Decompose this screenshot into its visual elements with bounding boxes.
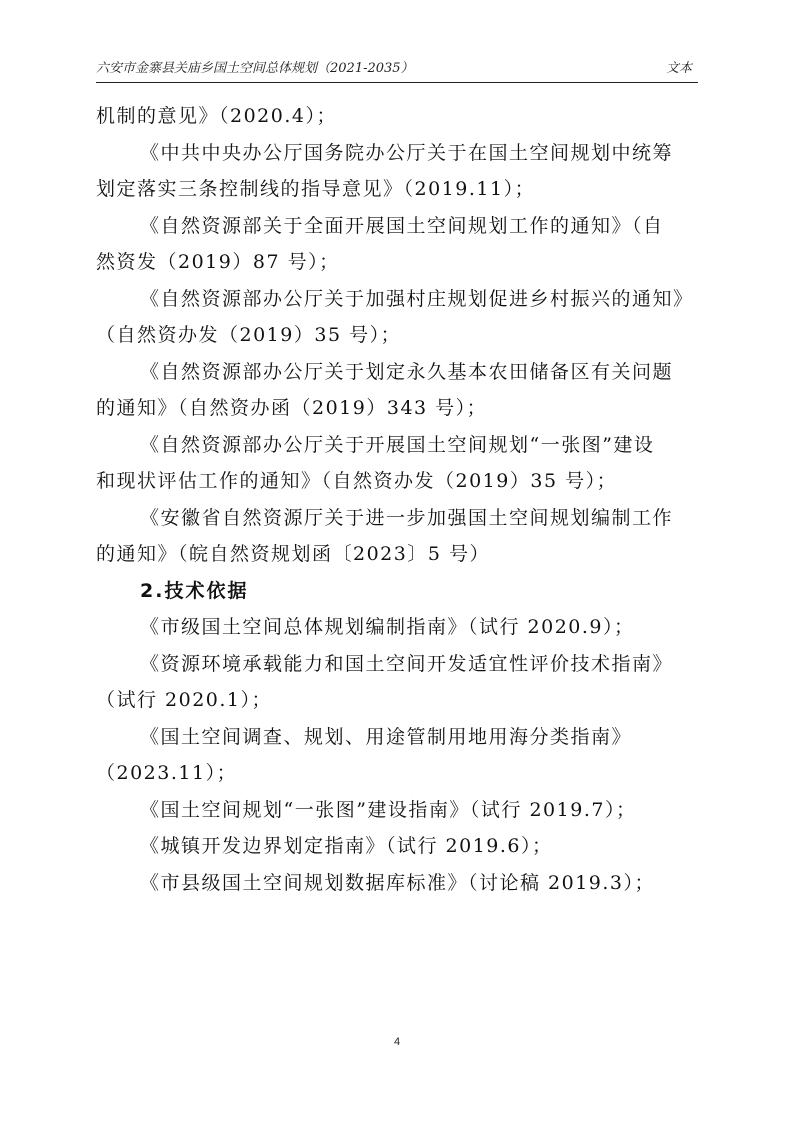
- text-line: 《自然资源部关于全面开展国土空间规划工作的通知》（自: [140, 214, 664, 237]
- document-body: [96, 98, 698, 901]
- text-line: 然资发（2019）87 号）；: [96, 251, 340, 273]
- text-line: 《安徽省自然资源厅关于进一步加强国土空间规划编制工作: [140, 506, 674, 529]
- page-header: [96, 60, 698, 83]
- text-line: 《城镇开发边界划定指南》（试行 2019.6）；: [140, 835, 553, 857]
- text-line: 《国土空间规划“一张图”建设指南》（试行 2019.7）；: [140, 798, 637, 821]
- text-line: 《市县级国土空间规划数据库标准》（讨论稿 2019.3）；: [140, 871, 656, 894]
- text-line: 的通知》（自然资办函（2019）343 号）；: [96, 397, 488, 419]
- section-heading: 2.技术依据: [140, 579, 249, 602]
- text-line: 和现状评估工作的通知》（自然资办发（2019）35 号）；: [96, 470, 618, 492]
- text-line: （2023.11）；: [96, 762, 238, 784]
- text-line: 《中共中央办公厅国务院办公厅关于在国土空间规划中统筹: [140, 141, 674, 164]
- text-line: 机制的意见》（2020.4）；: [96, 105, 337, 127]
- header-title: 六安市金寨县关庙乡国土空间总体规划（2021-2035）: [96, 61, 414, 76]
- text-line: （试行 2020.1）；: [96, 689, 273, 711]
- text-line: 《市级国土空间总体规划编制指南》（试行 2020.9）；: [140, 616, 635, 638]
- text-line: （自然资办发（2019）35 号）；: [96, 324, 402, 346]
- text-line: 划定落实三条控制线的指导意见》（2019.11）；: [96, 178, 536, 200]
- text-line: 《自然资源部办公厅关于开展国土空间规划“一张图”建设: [140, 433, 655, 456]
- header-doc-type: 文本: [665, 61, 692, 76]
- text-line: 《资源环境承载能力和国土空间开发适宜性评价技术指南》: [140, 652, 674, 675]
- text-line: 的通知》（皖自然资规划函〔2023〕5 号）: [96, 543, 490, 565]
- text-line: 《自然资源部办公厅关于加强村庄规划促进乡村振兴的通知》: [140, 287, 694, 310]
- text-line: 《自然资源部办公厅关于划定永久基本农田储备区有关问题: [140, 360, 674, 383]
- page-number: 4: [393, 1036, 401, 1048]
- text-line: 《国土空间调查、规划、用途管制用地用海分类指南》: [140, 725, 633, 748]
